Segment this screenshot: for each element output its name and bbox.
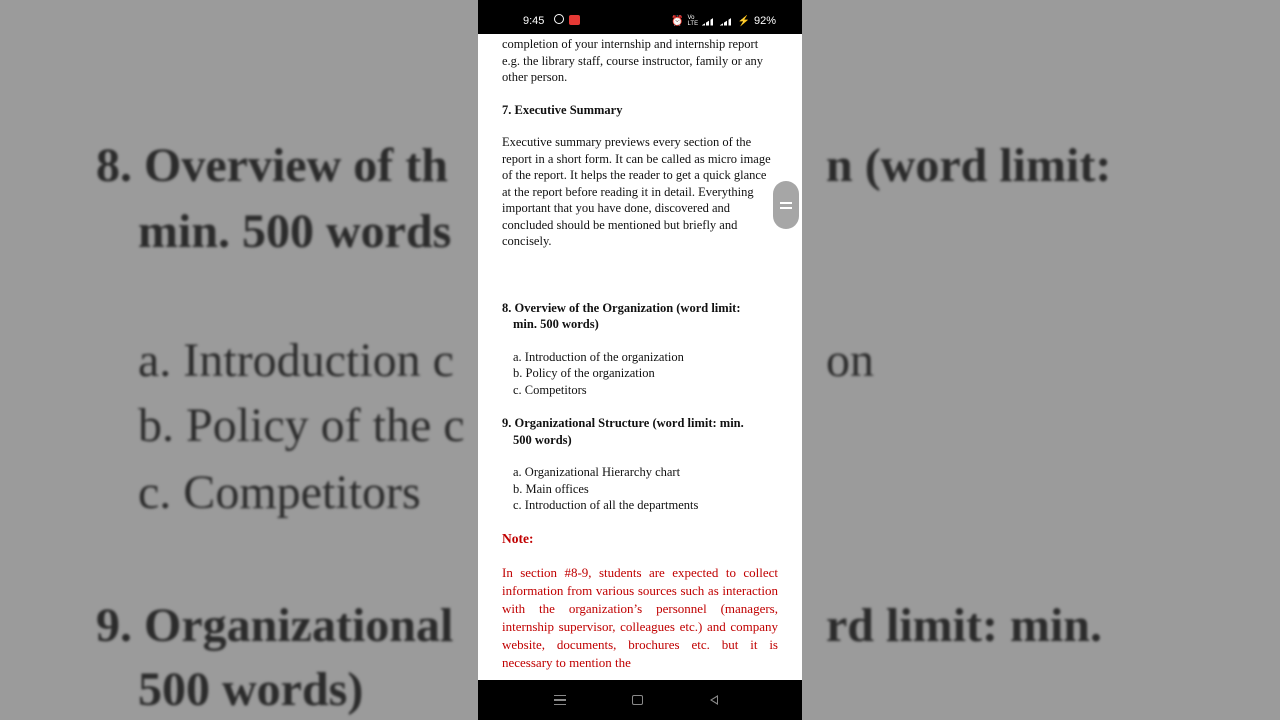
- list-item: c. Competitors: [513, 382, 587, 397]
- list-item: a. Introduction of the organization: [513, 349, 684, 364]
- paragraph-top-partial: completion of your internship and internship report e.g. the library staff, course instructor, family or any other person.: [502, 37, 763, 84]
- bg-line-6-left: 9. Organizational: [96, 599, 454, 652]
- section-9-heading-2: 500 words): [513, 432, 572, 447]
- bg-line-3-left: a. Introduction c: [138, 334, 454, 387]
- list-item: b. Policy of the organization: [513, 366, 655, 380]
- alarm-icon: ⏰: [671, 15, 684, 27]
- note-heading: Note:: [502, 530, 534, 546]
- bg-line-1-left: 8. Overview of th: [96, 139, 448, 192]
- menu-icon[interactable]: [554, 695, 566, 705]
- section-9-list: [502, 464, 778, 514]
- bg-line-4: b. Policy of the c: [138, 399, 465, 452]
- back-icon[interactable]: [710, 695, 718, 705]
- section-7-body: Executive summary previews every section of the report in a short form. It can be called as micro image of the report. It helps the reader to get a quick glance at the report before reading it in detail. Everything important that you have done, discovered and concluded should be mentioned but briefly and concisely.: [502, 135, 771, 248]
- list-item: a. Organizational Hierarchy chart: [513, 465, 681, 479]
- list-item: b. Main offices: [513, 481, 589, 496]
- status-time: 9:45: [523, 15, 545, 27]
- status-right-group: [671, 15, 776, 27]
- bg-line-3-right: on: [826, 334, 874, 387]
- navigation-bar: [478, 680, 802, 720]
- whatsapp-icon: [554, 14, 564, 24]
- phone-screen: [478, 0, 802, 720]
- notification-icon: [569, 15, 580, 25]
- bg-line-1-right: n (word limit:: [826, 139, 1112, 192]
- signal-icon: [720, 17, 734, 26]
- network-label: Vo LTE: [687, 15, 699, 27]
- signal-icon: [702, 17, 716, 26]
- charging-icon: ⚡: [737, 15, 750, 27]
- section-7-heading: 7. Executive Summary: [502, 102, 623, 117]
- section-8-heading-2: min. 500 words): [513, 317, 599, 331]
- list-item: c. Introduction of all the departments: [513, 498, 699, 512]
- bg-line-5: c. Competitors: [138, 466, 421, 519]
- home-icon[interactable]: [632, 695, 643, 705]
- section-8-list: [502, 349, 778, 399]
- section-8-heading-1: 8. Overview of the Organization (word limit:: [502, 300, 741, 315]
- bg-line-6-right: rd limit: min.: [826, 599, 1102, 652]
- battery-level: 92%: [753, 15, 776, 27]
- note-body: In section #8-9, students are expected to collect information from various sources such as interaction with the organization’s personnel (managers, internship supervisor, colleagues etc.) and company website, documents, brochures etc. but it is necessary to mention the: [502, 565, 778, 670]
- document-view[interactable]: [502, 34, 778, 680]
- section-9-heading-1: 9. Organizational Structure (word limit: min.: [502, 416, 744, 430]
- scroll-handle-icon[interactable]: [773, 181, 799, 229]
- status-bar: [478, 0, 802, 34]
- bg-line-7: 500 words): [138, 663, 364, 716]
- bg-line-2: min. 500 words: [138, 205, 452, 258]
